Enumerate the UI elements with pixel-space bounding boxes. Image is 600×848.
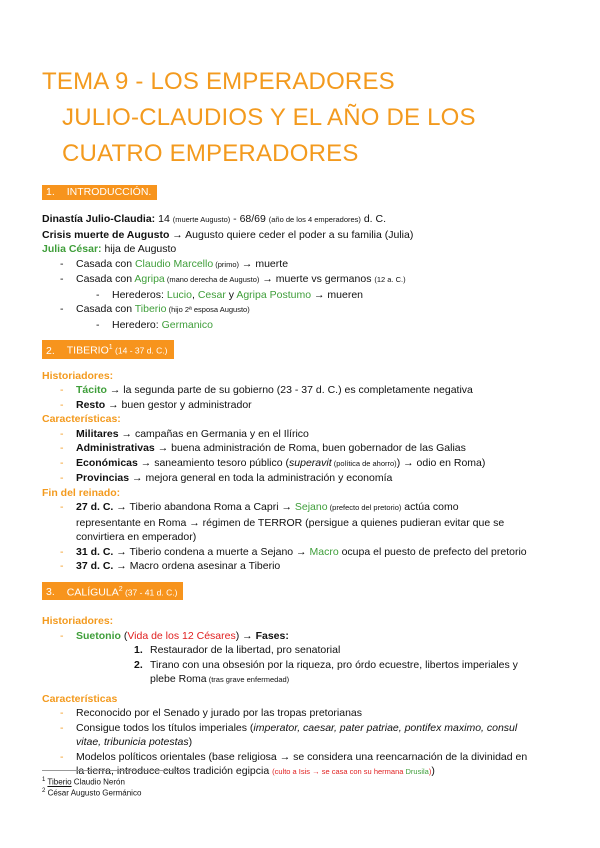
list-item: - Casada con Tiberio (hijo 2ª esposa Augusto) bbox=[42, 302, 562, 318]
list-item: - Administrativas → buena administración de Roma, buen gobernador de las Galias bbox=[42, 441, 562, 456]
list-item: - Modelos políticos orientales (base religiosa → se considera una reencarnación de la divinidad en la tierra, introduce cultos tradición egipcia (culto a Isis → se casa con su hermana Drusila)) bbox=[42, 750, 562, 780]
historiadores-list bbox=[42, 383, 562, 412]
fin-reinado-heading: Fin del reinado: bbox=[42, 486, 121, 499]
section-heading-caligula: 3. CALÍGULA$^2$ (37 - 41 d. C.) bbox=[42, 582, 183, 601]
list-item: 2. Tirano con una obsesión por la riqueza, pro órdo ecuestre, libertos imperiales y plebe Roma (tras grave enfermedad) bbox=[134, 658, 518, 685]
list-item: 1. Restaurador de la libertad, pro senatorial bbox=[134, 644, 341, 656]
list-item: - 31 d. C. → Tiberio condena a muerte a Sejano → Macro ocupa el puesto de prefecto del pretorio bbox=[42, 545, 562, 560]
title-line-3: CUATRO EMPERADORES bbox=[62, 140, 359, 167]
caracteristicas-heading: Características: bbox=[42, 413, 121, 425]
list-item: - Reconocido por el Senado y jurado por las tropas pretorianas bbox=[42, 706, 562, 721]
list-item: - Herederos: Lucio, Cesar y Agripa Postumo → mueren bbox=[42, 288, 562, 303]
julia-list bbox=[42, 257, 562, 333]
footnote-1: $^1$ Tiberio Claudio Nerón bbox=[42, 777, 125, 787]
suetonio-list bbox=[42, 629, 562, 688]
footnote-divider bbox=[42, 770, 187, 771]
list-item: - Casada con Claudio Marcello (primo) → muerte bbox=[42, 257, 562, 273]
list-item: - Resto → buen gestor y administrador bbox=[42, 398, 562, 413]
document-page bbox=[42, 64, 562, 780]
fin-reinado-list bbox=[42, 500, 562, 574]
section-heading-introduccion: 1. INTRODUCCIÓN. bbox=[42, 185, 157, 200]
julia-line: Julia César: hija de Augusto bbox=[42, 243, 177, 255]
list-item: - Casada con Agripa (mano derecha de Augusto) → muerte vs germanos (12 a. C.) bbox=[42, 272, 562, 288]
list-item: - Suetonio (Vida de los 12 Césares) → Fases: bbox=[42, 629, 562, 644]
page-title bbox=[42, 64, 562, 172]
section-heading-tiberio: 2. TIBERIO$^1$ (14 - 37 d. C.) bbox=[42, 340, 174, 359]
list-item: - 37 d. C. → Macro ordena asesinar a Tiberio bbox=[42, 559, 562, 574]
list-item: - Económicas → saneamiento tesoro público (superavit (política de ahorro)) → odio en Roma) bbox=[42, 456, 562, 472]
footnote-2: $^2$ César Augusto Germánico bbox=[42, 788, 142, 798]
caracteristicas-list bbox=[42, 427, 562, 486]
list-item: - Consigue todos los títulos imperiales (imperator, caesar, pater patriae, pontifex maximo, consul vitae, tribunicia potestas) bbox=[42, 721, 562, 750]
list-item: - Provincias → mejora general en toda la administración y economía bbox=[42, 471, 562, 486]
list-item: - Heredero: Germanico bbox=[42, 318, 562, 333]
crisis-line: Crisis muerte de Augusto → Augusto quiere ceder el poder a su familia (Julia) bbox=[42, 228, 414, 241]
title-line-1: TEMA 9 - LOS EMPERADORES bbox=[42, 68, 395, 95]
historiadores-heading: Historiadores: bbox=[42, 615, 114, 627]
list-item: - Militares → campañas en Germania y en el Ilírico bbox=[42, 427, 562, 442]
historiadores-heading: Historiadores: bbox=[42, 369, 114, 382]
title-line-2: JULIO-CLAUDIOS Y EL AÑO DE LOS bbox=[62, 104, 476, 131]
list-item: - 27 d. C. → Tiberio abandona Roma a Capri → Sejano (prefecto del pretorio) actúa como representante en Roma → régimen de TERROR (persigue a quienes pudieran evitar que se convirtiera en emperador) bbox=[42, 500, 562, 545]
caracteristicas-list bbox=[42, 706, 562, 780]
dinastia-line: Dinastía Julio-Claudia: 14 (muerte Augusto) - 68/69 (año de los 4 emperadores) d. C. bbox=[42, 213, 386, 225]
list-item: - Tácito → la segunda parte de su gobierno (23 - 37 d. C.) es completamente negativa bbox=[42, 383, 562, 398]
caracteristicas-heading: Características bbox=[42, 692, 118, 705]
